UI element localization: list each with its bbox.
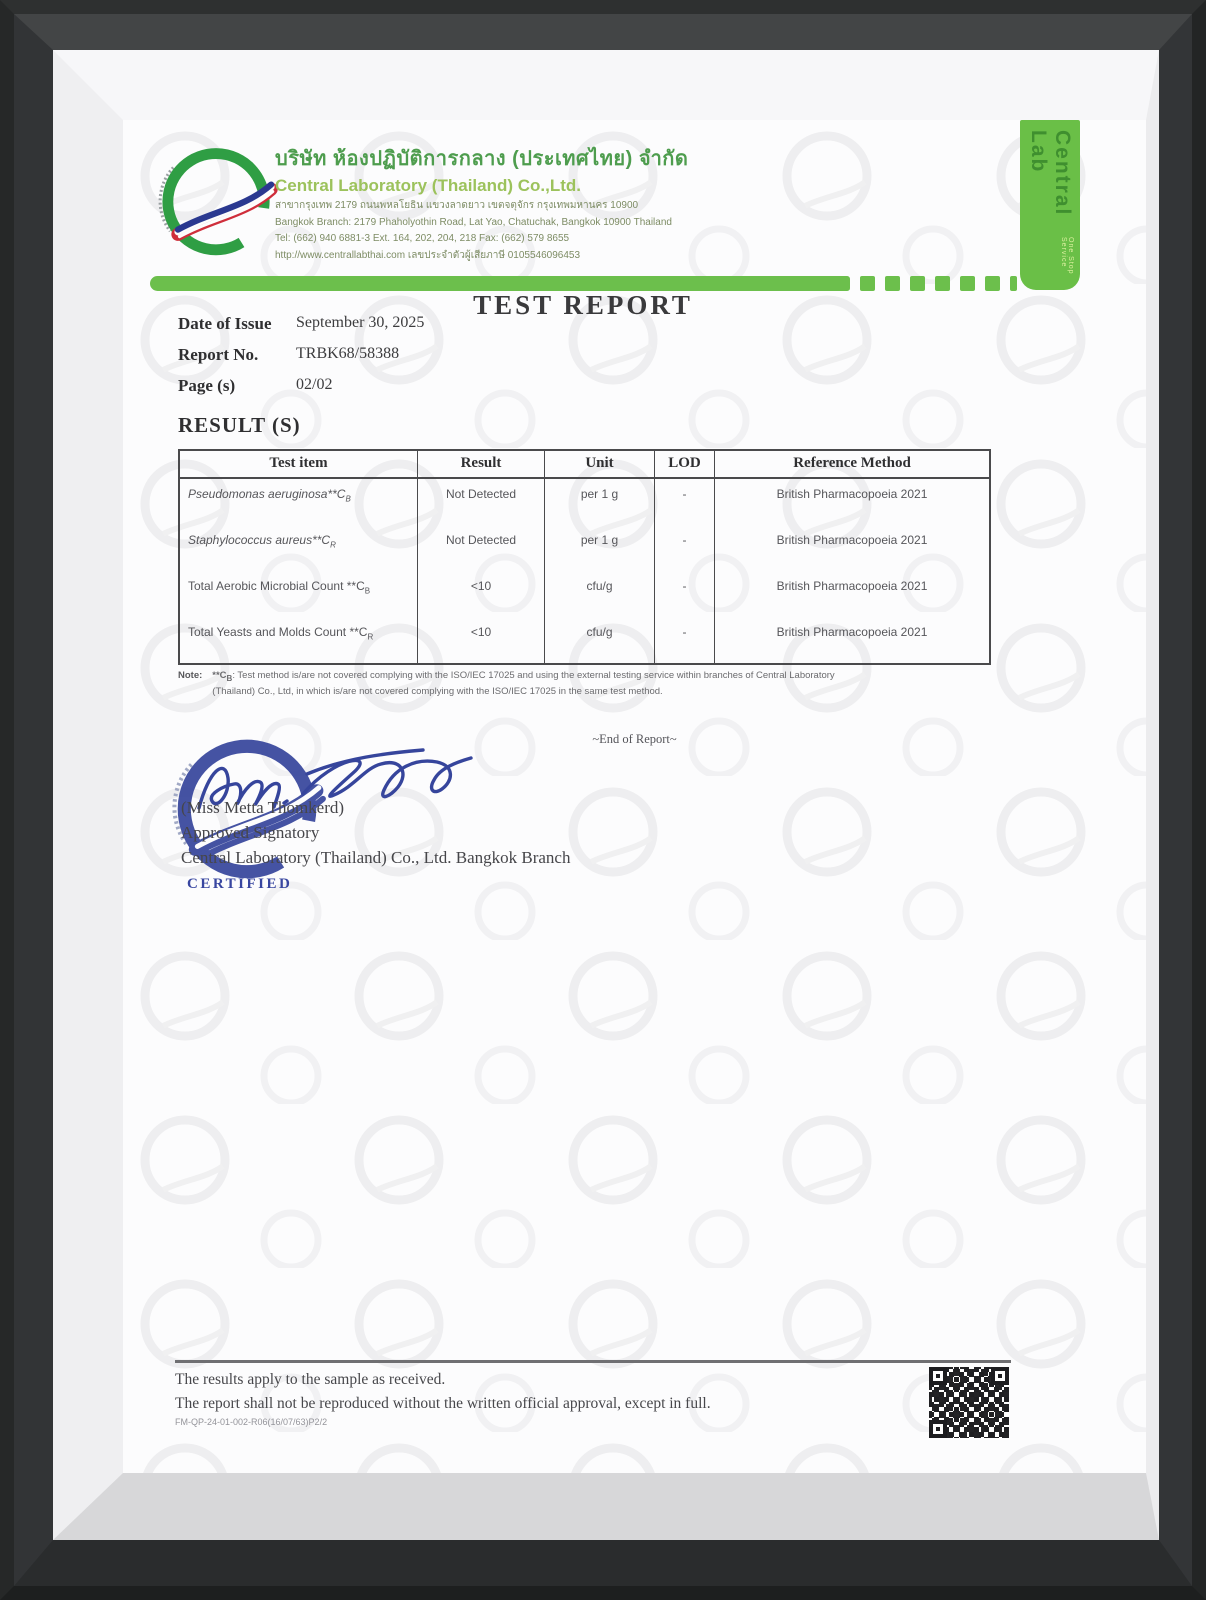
- letterhead: [275, 142, 1015, 262]
- col-header-lod: LOD: [655, 451, 715, 477]
- cell-method: British Pharmacopoeia 2021: [776, 533, 928, 547]
- divider-dash: [860, 276, 875, 291]
- col-header-result: Result: [418, 451, 545, 477]
- table-row: [180, 617, 989, 663]
- meta-label: Report No.: [178, 345, 259, 364]
- header-divider: [150, 276, 1017, 291]
- cell-result: <10: [418, 571, 545, 617]
- divider-dash: [1010, 276, 1017, 291]
- tab-subtitle: One Stop Service: [1060, 236, 1074, 275]
- results-section-title: RESULT (S): [178, 413, 301, 437]
- cell-lod: -: [655, 479, 715, 525]
- divider-dash: [935, 276, 950, 291]
- cell-result: <10: [418, 617, 545, 663]
- footer-divider: [175, 1360, 1011, 1363]
- divider-dash: [985, 276, 1000, 291]
- cell-method: British Pharmacopoeia 2021: [776, 625, 928, 639]
- frame-mat: [53, 50, 1159, 1540]
- central-lab-tab: [1020, 120, 1080, 290]
- qr-finder-pattern: [929, 1367, 947, 1385]
- report-title: TEST REPORT: [473, 290, 693, 320]
- cell-method: British Pharmacopoeia 2021: [776, 579, 928, 593]
- company-name-thai: บริษัท ห้องปฏิบัติการกลาง (ประเทศไทย) จำกัด: [275, 148, 689, 170]
- cell-result: Not Detected: [418, 479, 545, 525]
- qr-code: [929, 1367, 1009, 1438]
- divider-dash: [885, 276, 900, 291]
- meta-label: Page (s): [178, 376, 236, 395]
- meta-row-report-no: [178, 345, 424, 365]
- table-row: [180, 571, 989, 617]
- note-label: Note:: [178, 670, 203, 681]
- signatory-organization: Central Laboratory (Thailand) Co., Ltd. Bangkok Branch: [181, 848, 571, 867]
- cell-test-item: Total Yeasts and Molds Count $**C_R$: [180, 617, 418, 663]
- note-text: $**C_B$: Test method is/are not covered complying with the ISO/IEC 17025 and using the external testing service within branches of Central Laboratory (Thailand) Co., Ltd, in which is/are not covered complying with the ISO/IEC 17025 in the same test method.: [212, 670, 835, 697]
- form-document-code: FM-QP-24-01-002-R06(16/07/63)P2/2: [175, 1417, 328, 1427]
- cell-unit: per 1 g: [545, 525, 655, 571]
- footer-statement-2: The report shall not be reproduced without the written official approval, except in full.: [175, 1395, 711, 1412]
- col-header-test-item: Test item: [180, 451, 418, 477]
- tab-title: Central Lab: [1027, 130, 1074, 217]
- col-header-reference-method: Reference Method: [793, 455, 911, 471]
- table-row: [180, 525, 989, 571]
- meta-label: Date of Issue: [178, 314, 272, 333]
- meta-value: 02/02: [296, 376, 333, 393]
- website-taxid-line: http://www.centrallabthai.com เลขประจำตัวผู้เสียภาษี 0105546096453: [275, 249, 581, 261]
- cell-method: British Pharmacopoeia 2021: [776, 487, 928, 501]
- meta-value: September 30, 2025: [296, 314, 425, 331]
- qr-finder-pattern: [929, 1420, 947, 1438]
- table-row: [180, 479, 989, 525]
- cell-unit: per 1 g: [545, 479, 655, 525]
- signatory-role: Approved Signatory: [181, 823, 320, 842]
- address-english: Bangkok Branch: 2179 Phaholyothin Road, Lat Yao, Chatuchak, Bangkok 10900 Thailand: [275, 216, 672, 228]
- cell-lod: -: [655, 571, 715, 617]
- table-header-row: [180, 451, 989, 479]
- divider-solid: [150, 276, 850, 291]
- picture-frame: [14, 14, 1192, 1586]
- certified-mark: CERTIFIED: [187, 876, 293, 892]
- meta-row-page: [178, 376, 424, 396]
- cell-lod: -: [655, 525, 715, 571]
- cell-test-item: Pseudomonas $aeruginosa**C_B$: [180, 479, 418, 525]
- report-meta: [178, 314, 424, 407]
- table-footnote: [178, 669, 978, 698]
- cell-test-item: Staphylococcus $aureus**C_R$: [180, 525, 418, 571]
- handwritten-signature: [183, 728, 493, 838]
- signatory-name: (Miss Metta Thomkerd): [181, 798, 345, 817]
- cell-unit: cfu/g: [545, 571, 655, 617]
- col-header-unit: Unit: [545, 451, 655, 477]
- meta-value: TRBK68/58388: [296, 345, 400, 362]
- central-lab-q-logo: [150, 136, 282, 272]
- cell-result: Not Detected: [418, 525, 545, 571]
- cell-test-item: Total Aerobic Microbial Count $**C_B$: [180, 571, 418, 617]
- results-table: [178, 449, 991, 665]
- meta-row-date: [178, 314, 424, 334]
- cell-unit: cfu/g: [545, 617, 655, 663]
- qr-finder-pattern: [991, 1367, 1009, 1385]
- divider-dash: [910, 276, 925, 291]
- footer-statement-1: The results apply to the sample as received.: [175, 1371, 446, 1388]
- cell-lod: -: [655, 617, 715, 663]
- company-name-english: Central Laboratory (Thailand) Co.,Ltd.: [275, 176, 582, 195]
- divider-dash: [960, 276, 975, 291]
- end-of-report: ~End of Report~: [592, 732, 677, 746]
- thai-flag-swoosh: [178, 185, 273, 237]
- address-thai: สาขากรุงเทพ 2179 ถนนพหลโยธิน แขวงลาดยาว เขตจตุจักร กรุงเทพมหานคร 10900: [275, 200, 639, 211]
- phone-fax-line: Tel: (662) 940 6881-3 Ext. 164, 202, 204, 218 Fax: (662) 579 8655: [275, 233, 570, 244]
- report-page: [123, 120, 1146, 1473]
